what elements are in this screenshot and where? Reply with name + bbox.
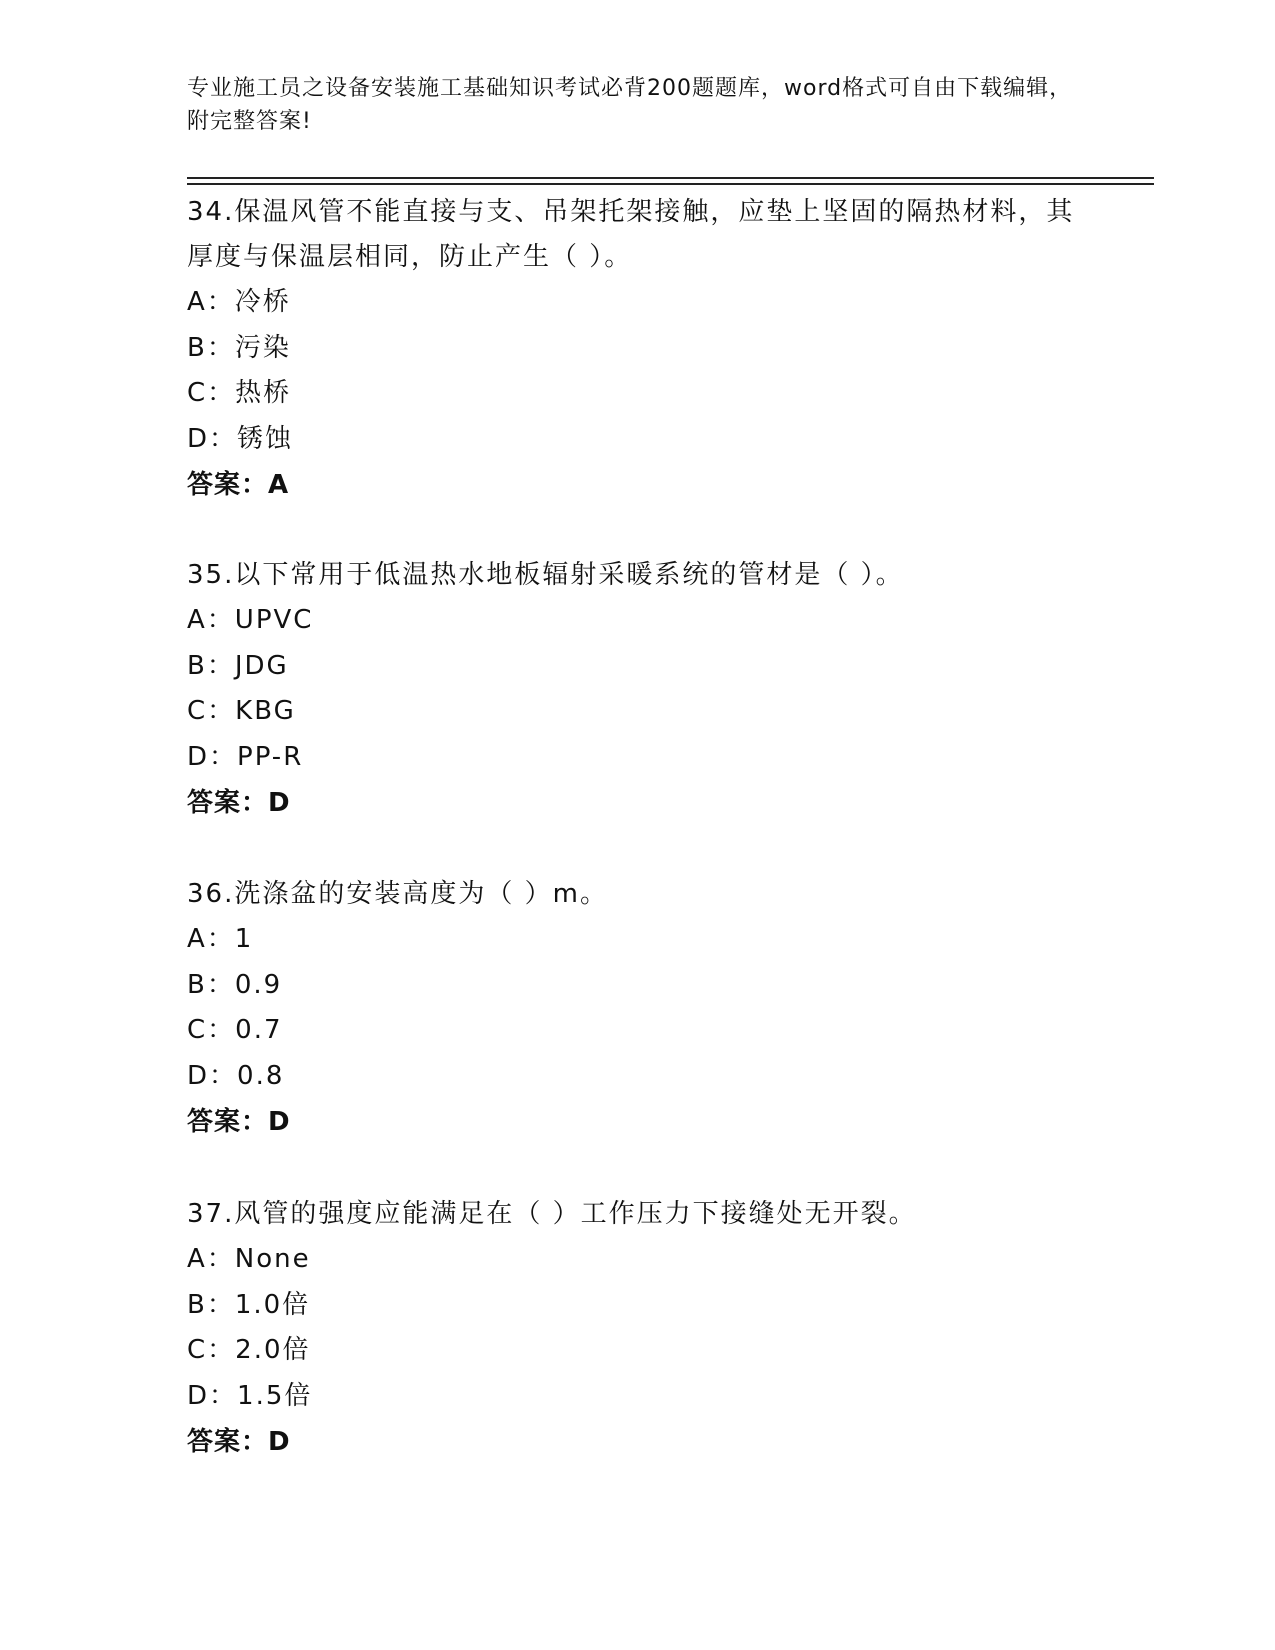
option-d: D：PP-R — [187, 741, 304, 772]
question-text: 35.以下常用于低温热水地板辐射采暖系统的管材是（ ）。 — [187, 560, 904, 590]
question-36 — [187, 872, 1087, 1145]
option-a: A：1 — [187, 924, 254, 954]
option-d: D：0.8 — [187, 1060, 285, 1091]
answer-label: 答案：A — [187, 470, 290, 500]
question-text: 37.风管的强度应能满足在（ ）工作压力下接缝处无开裂。 — [187, 1199, 917, 1229]
option-b: B：污染 — [187, 332, 291, 363]
option-d: D：锈蚀 — [187, 423, 294, 454]
question-34 — [187, 190, 1087, 508]
header-divider-bottom — [187, 183, 1154, 185]
question-37 — [187, 1192, 1087, 1465]
header-divider-top — [187, 177, 1154, 179]
option-c: C：2.0倍 — [187, 1335, 311, 1365]
option-a: A：冷桥 — [187, 287, 291, 317]
question-text: 36.洗涤盆的安装高度为（ ）m。 — [187, 879, 608, 909]
option-b: B：JDG — [187, 650, 289, 681]
question-text: 34.保温风管不能直接与支、吊架托架接触，应垫上坚固的隔热材料，其厚度与保温层相同，防止产生（ ）。 — [187, 197, 1075, 272]
question-35 — [187, 553, 1087, 826]
answer-label: 答案：D — [187, 788, 291, 818]
option-a: A：None — [187, 1244, 311, 1274]
option-b: B：1.0倍 — [187, 1289, 311, 1320]
answer-label: 答案：D — [187, 1427, 291, 1457]
option-a: A：UPVC — [187, 605, 314, 635]
option-c: C：热桥 — [187, 378, 292, 408]
document-header — [187, 72, 1077, 138]
option-c: C：0.7 — [187, 1015, 283, 1045]
option-d: D：1.5倍 — [187, 1380, 313, 1411]
answer-label: 答案：D — [187, 1107, 291, 1137]
header-intro-text: 专业施工员之设备安装施工基础知识考试必背200题题库，word格式可自由下载编辑，附完整答案! — [187, 76, 1073, 134]
option-b: B：0.9 — [187, 969, 283, 1000]
option-c: C：KBG — [187, 696, 296, 726]
